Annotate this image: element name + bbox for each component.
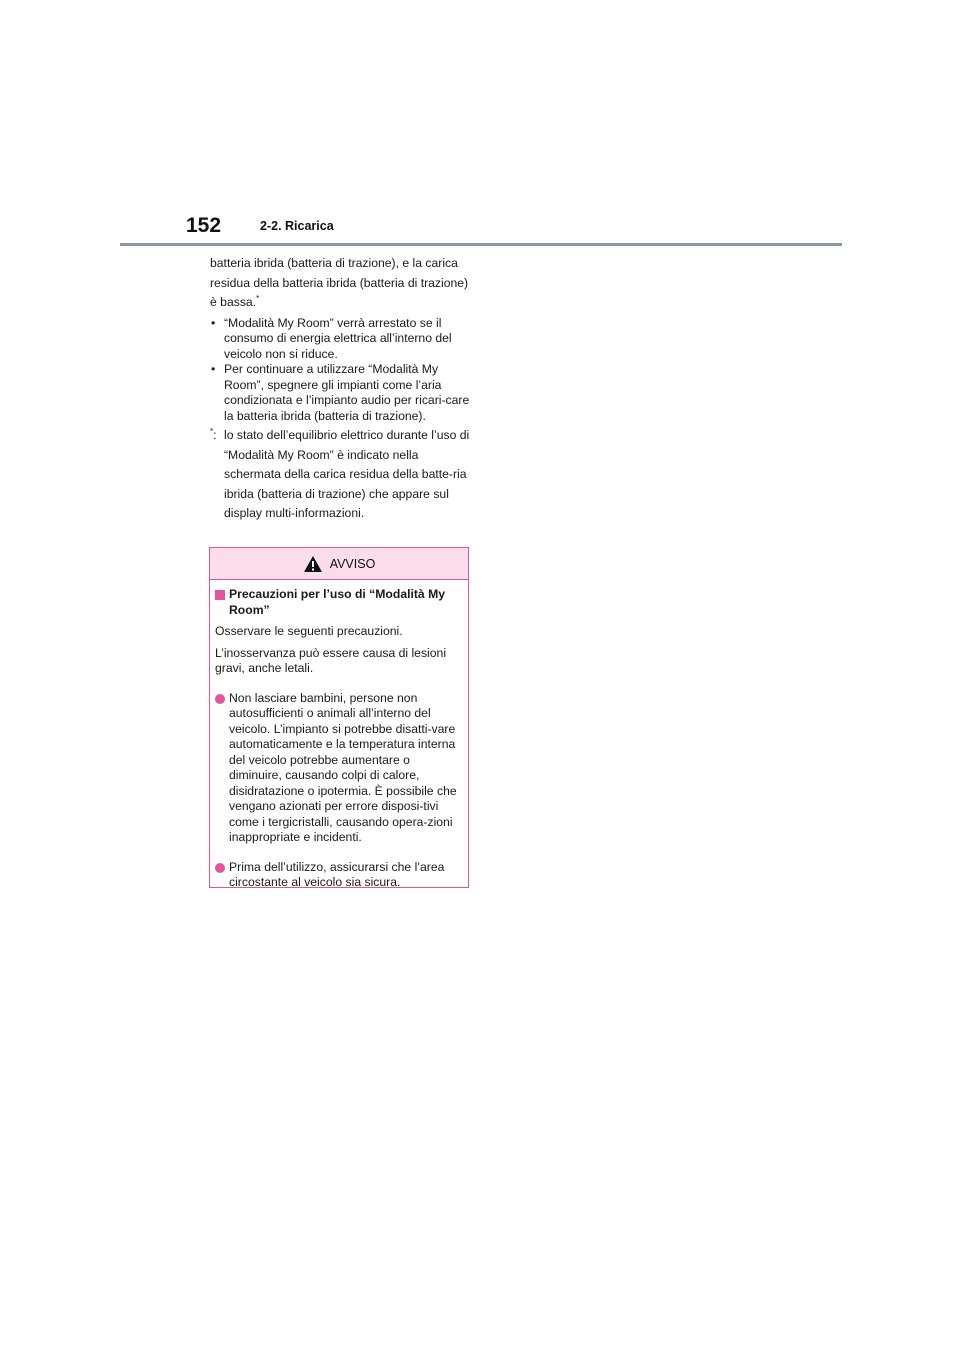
warning-header xyxy=(210,548,468,580)
bullet-list xyxy=(210,316,472,425)
footnote-marker: *: xyxy=(210,426,217,442)
warning-box xyxy=(209,547,469,888)
warning-triangle-icon xyxy=(303,555,323,573)
intro-paragraph xyxy=(210,254,472,313)
bullet-item: • “Modalità My Room” verrà arrestato se il consumo di energia elettrica all’interno del veicolo non si riduce. xyxy=(210,316,472,363)
footnote xyxy=(210,426,472,524)
intro-text: batteria ibrida (batteria di trazione), e la carica residua della batteria ibrida (batteria di trazione) è bassa. xyxy=(210,256,469,309)
warning-paragraph: L’inosservanza può essere causa di lesioni gravi, anche letali. xyxy=(215,645,447,675)
warning-paragraph: Osservare le seguenti precauzioni. xyxy=(215,624,403,638)
warning-title: AVVISO xyxy=(329,556,376,571)
footnote-text: lo stato dell’equilibrio elettrico durante l’uso di “Modalità My Room” è indicato nella schermata della carica residua della batte-ria ibrida (batteria di trazione) che appare sul display multi-informazioni. xyxy=(224,428,470,520)
footnote-reference: * xyxy=(256,293,260,303)
warning-item: Prima dell’utilizzo, assicurarsi che l’area circostante al veicolo sia sicura. xyxy=(215,860,460,891)
header-divider xyxy=(120,243,842,246)
circle-bullet-icon xyxy=(215,863,225,873)
bullet-item: • Per continuare a utilizzare “Modalità My Room”, spegnere gli impianti come l’aria condizionata e l’impianto audio per ricari-care la batteria ibrida (batteria di trazione). xyxy=(210,362,472,424)
section-title: 2-2. Ricarica xyxy=(260,219,334,233)
circle-bullet-icon xyxy=(215,694,225,704)
body-text xyxy=(210,254,472,524)
page-number: 152 xyxy=(186,214,222,237)
warning-item: Non lasciare bambini, persone non autosufficienti o animali all’interno del veicolo. L’impianto si potrebbe disatti-vare automaticamente e la temperatura interna del veicolo potrebbe aumentare o diminuire, causando colpi di calore, disidratazione o ipotermia. È possibile che vengano azionati per errore disposi-tivi come i tergicristalli, causando opera-zioni inappropriate e incidenti. xyxy=(215,691,460,846)
warning-heading: Precauzioni per l’uso di “Modalità My Room” xyxy=(215,587,460,618)
warning-body xyxy=(210,580,468,891)
square-bullet-icon xyxy=(215,590,225,600)
